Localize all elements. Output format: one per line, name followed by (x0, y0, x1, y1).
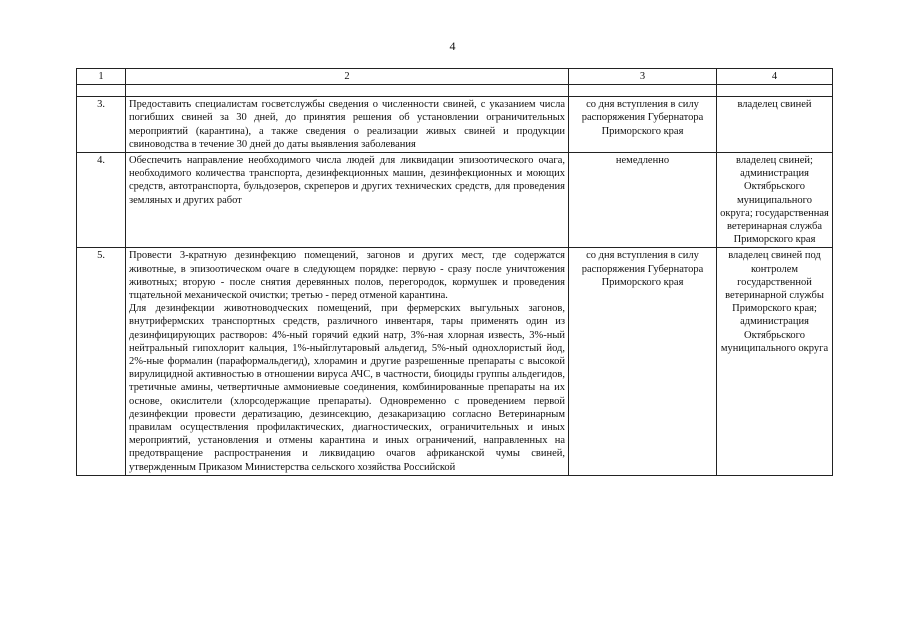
row-number: 3. (77, 97, 126, 153)
row-number: 4. (77, 153, 126, 248)
measure-text (126, 153, 569, 248)
responsible: владелец свиней (717, 97, 833, 153)
measure-text (126, 248, 569, 475)
header-col-2: 2 (126, 69, 569, 85)
measures-table (76, 68, 833, 476)
header-col-4: 4 (717, 69, 833, 85)
header-row (77, 69, 833, 85)
deadline: немедленно (569, 153, 717, 248)
page-number: 4 (449, 39, 456, 53)
table-row (77, 97, 833, 153)
measure-paragraph: Обеспечить направление необходимого числа людей для ликвидации эпизоотического очага, необходимого количества транспорта, дезинфекционных машин, дезинфекционных и моющих средств, автотранспорта, бульдозеров, скреперов и других технических средств, для проведения земляных и других работ (129, 155, 565, 206)
table-row (77, 153, 833, 248)
row-number: 5. (77, 248, 126, 475)
table-row (77, 248, 833, 475)
deadline: со дня вступления в силу распоряжения Губернатора Приморского края (569, 248, 717, 475)
measure-text (126, 97, 569, 153)
measure-paragraph: Предоставить специалистам госветслужбы сведения о численности свиней, с указанием числа погибших свиней за 30 дней, до принятия решения об установлении ограничительных мероприятий (карантина), а также сведения о реализации живых свиней и продукции свиноводства в течение 30 дней до даты выявления заболевания (129, 99, 565, 150)
deadline: со дня вступления в силу распоряжения Губернатора Приморского края (569, 97, 717, 153)
responsible: владелец свиней; администрация Октябрьского муниципального округа; государственная ветеринарная служба Приморского края (717, 153, 833, 248)
spacer-row (77, 85, 833, 97)
measure-paragraph: Провести 3-кратную дезинфекцию помещений, загонов и других мест, где содержатся животные, в эпизоотическом очаге в следующем порядке: первую - сразу после уничтожения животных; вторую - после снятия деревянных полов, перегородок, кормушек и проведения тщательной механической очистки; третью - перед отменой карантина. (129, 250, 565, 302)
measure-paragraph: Для дезинфекции животноводческих помещений, при фермерских выгульных загонов, внутрифермских транспортных средств, различного инвентаря, тары применять один из дезинфицирующих растворов: 4%-ный горячий едкий натр, 3%-ная хлорная известь, 3%-ный нейтральный гипохлорит кальция, 1%-ныйглутаровый альдегид, 5%-ный однохлористый йод, 2%-ные формалин (параформальдегид), хлорамин и другие разрешенные препараты с высокой вирулицидной активностью в отношении вируса АЧС, в частности, биоциды группы альдегидов, третичные амины, четвертичные аммониевые соединения, комбинированные препараты на их основе, окислители (хлорсодержащие препараты). Одновременно с проведением первой дезинфекции провести дератизацию, дезинсекцию, дезакаризацию согласно Ветеринарным правилам осуществления профилактических, диагностических, ограничительных и иных мероприятий, установления и отмены карантина и иных ограничений, направленных на предотвращение распространения и ликвидацию очагов африканской чумы свиней, утвержденным Приказом Министерства сельского хозяйства Российской (129, 303, 565, 473)
responsible: владелец свиней под контролем государственной ветеринарной службы Приморского края; администрация Октябрьского муниципального округа (717, 248, 833, 475)
header-col-1: 1 (77, 69, 126, 85)
header-col-3: 3 (569, 69, 717, 85)
